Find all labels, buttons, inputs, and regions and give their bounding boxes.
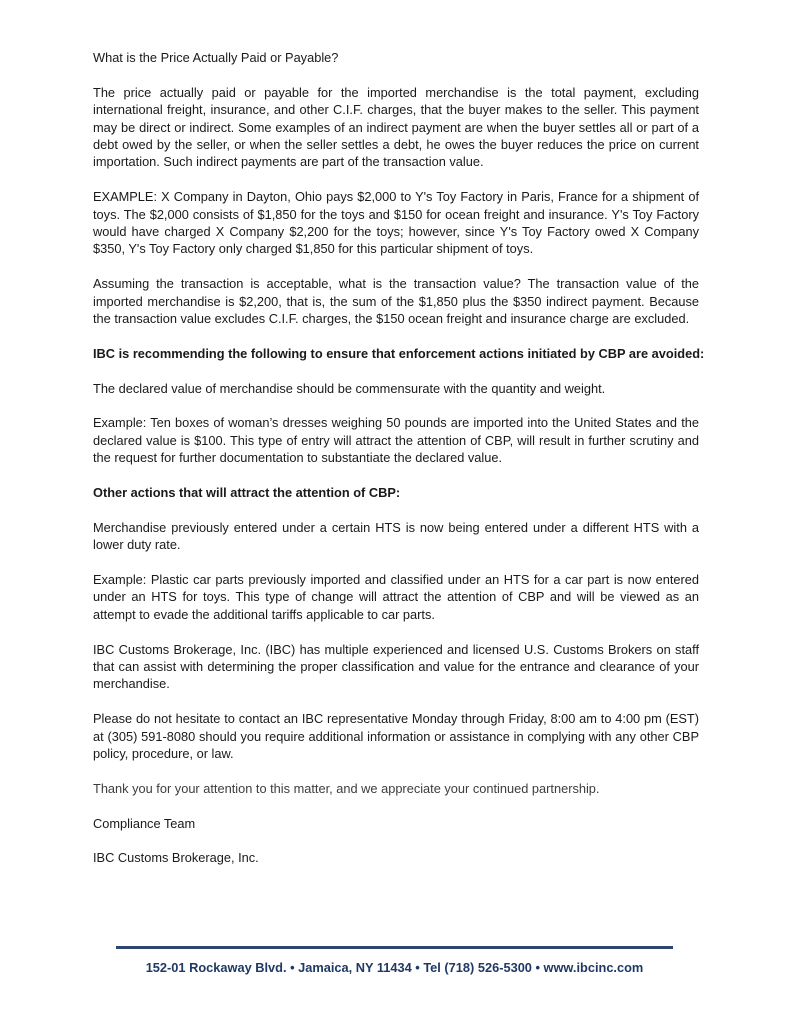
transaction-value-paragraph: Assuming the transaction is acceptable, what is the transaction value? The transaction value of the imported merchandise is $2,200, that is, the sum of the $1,850 plus the $350 indirect payment. Because the transaction value excludes C.I.F. charges, the $150 ocean freight and insurance charge are excluded.	[93, 276, 699, 327]
intro-paragraph: The price actually paid or payable for the imported merchandise is the total payment, excluding international freight, insurance, and other C.I.F. charges, that the buyer makes to the seller. This payment may be direct or indirect. Some examples of an indirect payment are when the buyer settles all or part of a debt owed by the seller, or when the seller settles a debt, he owes the buyer reduces the price on current importation. Such indirect payments are part of the transaction value.	[93, 84, 699, 170]
ibc-services-paragraph: IBC Customs Brokerage, Inc. (IBC) has multiple experienced and licensed U.S. Customs Brokers on staff that can assist with determining the proper classification and value for the entrance and clearance of your merchandise.	[93, 641, 699, 692]
thanks-line: Thank you for your attention to this matter, and we appreciate your continued partnership.	[93, 780, 600, 796]
hts-example-paragraph: Example: Plastic car parts previously imported and classified under an HTS for a car part is now entered under an HTS for toys. This type of change will attract the attention of CBP and will be viewed as an attempt to evade the additional tariffs applicable to car parts.	[93, 572, 699, 622]
footer-divider	[116, 946, 673, 949]
document-body	[93, 49, 705, 884]
signature-company: IBC Customs Brokerage, Inc.	[93, 850, 259, 866]
signature-team: Compliance Team	[93, 815, 196, 831]
other-actions-heading: Other actions that will attract the attention of CBP:	[93, 485, 401, 501]
page-title: What is the Price Actually Paid or Payable?	[93, 50, 339, 65]
hts-paragraph: Merchandise previously entered under a certain HTS is now being entered under a different HTS with a lower duty rate.	[93, 519, 699, 553]
contact-paragraph: Please do not hesitate to contact an IBC representative Monday through Friday, 8:00 am to 4:00 pm (EST) at (305) 591-8080 should you require additional information or assistance in complying with any other CBP policy, procedure, or law.	[93, 711, 699, 762]
footer-address: 152-01 Rockaway Blvd. • Jamaica, NY 11434 • Tel (718) 526-5300 • www.ibcinc.com	[145, 960, 644, 975]
declared-value-example-paragraph: Example: Ten boxes of woman’s dresses weighing 50 pounds are imported into the United States and the declared value is $100. This type of entry will attract the attention of CBP, will result in further scrutiny and the request for further documentation to substantiate the declared value.	[93, 415, 699, 466]
page-footer	[116, 946, 673, 975]
declared-value-line: The declared value of merchandise should be commensurate with the quantity and weight.	[93, 380, 606, 396]
example-paragraph: EXAMPLE: X Company in Dayton, Ohio pays $2,000 to Y's Toy Factory in Paris, France for a shipment of toys. The $2,000 consists of $1,850 for the toys and $150 for ocean freight and insurance. Y's Toy Factory would have charged X Company $2,200 for the toys; however, since Y's Toy Factory owed X Company $350, Y's Toy Factory only charged $1,850 for this particular shipment of toys.	[93, 189, 699, 257]
recommendation-heading: IBC is recommending the following to ensure that enforcement actions initiated by CBP are avoided:	[93, 345, 705, 361]
